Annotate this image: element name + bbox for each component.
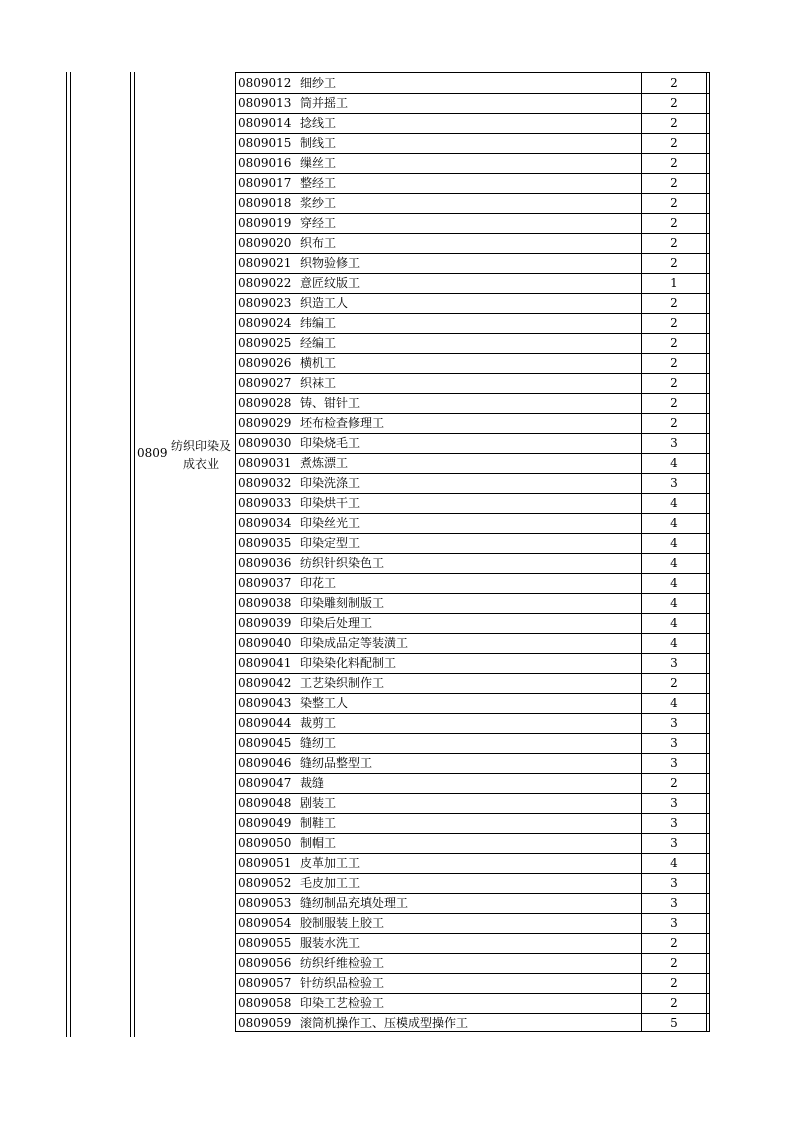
occupation-name: 印染染化料配制工 <box>300 656 397 670</box>
risk-level: 1 <box>670 276 678 290</box>
occupation-name: 皮革加工工 <box>300 856 361 870</box>
occupation-name: 印染后处理工 <box>300 616 373 630</box>
category-cell <box>135 437 235 477</box>
occupation-code: 0809014 <box>238 116 292 130</box>
risk-level: 3 <box>670 716 678 730</box>
occupation-code: 0809013 <box>238 96 292 110</box>
occupation-name: 印染烧毛工 <box>300 436 361 450</box>
occupation-name: 纺织针织染色工 <box>300 556 385 570</box>
occupation-code: 0809054 <box>238 916 292 930</box>
table-row <box>235 314 710 334</box>
risk-level: 2 <box>670 256 678 270</box>
occupation-code: 0809024 <box>238 316 292 330</box>
occupation-code: 0809040 <box>238 636 292 650</box>
table-row <box>235 934 710 954</box>
occupation-name: 印花工 <box>300 576 337 590</box>
occupation-name: 印染洗涤工 <box>300 476 361 490</box>
risk-level: 2 <box>670 956 678 970</box>
risk-level: 2 <box>670 416 678 430</box>
occupation-code: 0809045 <box>238 736 292 750</box>
risk-level: 2 <box>670 396 678 410</box>
risk-level: 2 <box>670 356 678 370</box>
risk-level: 3 <box>670 796 678 810</box>
occupation-name: 印染烘干工 <box>300 496 361 510</box>
occupation-name: 工艺染织制作工 <box>300 676 385 690</box>
occupation-code: 0809015 <box>238 136 292 150</box>
occupation-name: 毛皮加工工 <box>300 876 361 890</box>
risk-level: 4 <box>670 696 678 710</box>
occupation-name: 浆纱工 <box>300 196 337 210</box>
table-row <box>235 914 710 934</box>
table-row <box>235 974 710 994</box>
risk-level: 2 <box>670 676 678 690</box>
occupation-code: 0809056 <box>238 956 292 970</box>
risk-level: 2 <box>670 96 678 110</box>
table-row <box>235 694 710 714</box>
risk-level: 5 <box>670 1016 678 1030</box>
occupation-code: 0809038 <box>238 596 292 610</box>
table-row <box>235 174 710 194</box>
occupation-code: 0809031 <box>238 456 292 470</box>
table-row <box>235 334 710 354</box>
occupation-name: 缝纫品整型工 <box>300 756 373 770</box>
table-row <box>235 394 710 414</box>
occupation-code: 0809018 <box>238 196 292 210</box>
occupation-name: 坯布检查修理工 <box>300 416 385 430</box>
table-row <box>235 534 710 554</box>
risk-level: 3 <box>670 836 678 850</box>
occupation-code: 0809037 <box>238 576 292 590</box>
occupation-code: 0809057 <box>238 976 292 990</box>
occupation-name: 印染工艺检验工 <box>300 996 385 1010</box>
risk-level: 2 <box>670 376 678 390</box>
risk-level: 2 <box>670 976 678 990</box>
occupation-name: 织造工人 <box>300 296 349 310</box>
table-row <box>235 434 710 454</box>
occupation-name: 缝纫制品充填处理工 <box>300 896 409 910</box>
occupation-code: 0809049 <box>238 816 292 830</box>
table-row <box>235 294 710 314</box>
inner-border-double-line <box>130 72 135 1037</box>
occupation-name: 捻线工 <box>300 116 337 130</box>
table-row <box>235 214 710 234</box>
risk-level: 2 <box>670 216 678 230</box>
occupation-code: 0809022 <box>238 276 292 290</box>
occupation-code: 0809033 <box>238 496 292 510</box>
risk-level: 2 <box>670 156 678 170</box>
table-row <box>235 554 710 574</box>
table-row <box>235 754 710 774</box>
occupation-name: 胶制服装上胶工 <box>300 916 385 930</box>
occupation-code: 0809028 <box>238 396 292 410</box>
risk-level: 4 <box>670 536 678 550</box>
table-row <box>235 454 710 474</box>
occupation-name: 意匠纹版工 <box>300 276 361 290</box>
occupation-code: 0809012 <box>238 76 292 90</box>
occupation-name: 裁缝 <box>300 776 325 790</box>
occupation-name: 织布工 <box>300 236 337 250</box>
occupation-name: 穿经工 <box>300 216 337 230</box>
occupation-name: 印染定型工 <box>300 536 361 550</box>
risk-level: 2 <box>670 76 678 90</box>
table-row <box>235 514 710 534</box>
occupation-code: 0809051 <box>238 856 292 870</box>
occupation-code: 0809027 <box>238 376 292 390</box>
table-row <box>235 254 710 274</box>
occupation-name: 制线工 <box>300 136 337 150</box>
risk-level: 4 <box>670 516 678 530</box>
table-row <box>235 474 710 494</box>
table-row <box>235 714 710 734</box>
occupation-name: 制帽工 <box>300 836 337 850</box>
occupation-code: 0809044 <box>238 716 292 730</box>
table-row <box>235 594 710 614</box>
risk-level: 2 <box>670 336 678 350</box>
occupation-code: 0809020 <box>238 236 292 250</box>
occupation-name: 制鞋工 <box>300 816 337 830</box>
risk-level: 3 <box>670 436 678 450</box>
occupation-name: 纺织纤维检验工 <box>300 956 385 970</box>
occupation-code: 0809047 <box>238 776 292 790</box>
risk-level: 3 <box>670 736 678 750</box>
occupation-code: 0809016 <box>238 156 292 170</box>
occupation-code: 0809026 <box>238 356 292 370</box>
table-row <box>235 374 710 394</box>
occupation-code: 0809017 <box>238 176 292 190</box>
occupation-code: 0809034 <box>238 516 292 530</box>
occupation-code: 0809053 <box>238 896 292 910</box>
table-row <box>235 654 710 674</box>
risk-level: 3 <box>670 756 678 770</box>
occupation-code: 0809021 <box>238 256 292 270</box>
table-row <box>235 154 710 174</box>
occupation-name: 横机工 <box>300 356 337 370</box>
table-row <box>235 574 710 594</box>
risk-level: 2 <box>670 776 678 790</box>
occupation-name: 铸、钳针工 <box>300 396 361 410</box>
occupation-name: 整经工 <box>300 176 337 190</box>
occupation-code: 0809039 <box>238 616 292 630</box>
risk-level: 2 <box>670 296 678 310</box>
risk-level: 4 <box>670 616 678 630</box>
occupation-name: 印染雕刻制版工 <box>300 596 385 610</box>
occupation-code: 0809046 <box>238 756 292 770</box>
table-row <box>235 414 710 434</box>
table-row <box>235 194 710 214</box>
risk-level: 3 <box>670 876 678 890</box>
table-row <box>235 674 710 694</box>
table-body <box>235 74 710 1034</box>
occupation-code: 0809041 <box>238 656 292 670</box>
occupation-name: 细纱工 <box>300 76 337 90</box>
occupation-name: 印染丝光工 <box>300 516 361 530</box>
occupation-code: 0809035 <box>238 536 292 550</box>
table-row <box>235 494 710 514</box>
occupation-code: 0809055 <box>238 936 292 950</box>
risk-level: 2 <box>670 116 678 130</box>
table-row <box>235 734 710 754</box>
risk-level: 4 <box>670 556 678 570</box>
risk-level: 2 <box>670 196 678 210</box>
risk-level: 2 <box>670 996 678 1010</box>
risk-level: 3 <box>670 896 678 910</box>
table-row <box>235 614 710 634</box>
risk-level: 3 <box>670 916 678 930</box>
occupation-name: 织袜工 <box>300 376 337 390</box>
category-code: 0809 <box>137 446 168 460</box>
risk-level: 2 <box>670 176 678 190</box>
table-row <box>235 774 710 794</box>
risk-level: 4 <box>670 856 678 870</box>
occupation-name: 裁剪工 <box>300 716 337 730</box>
risk-level: 3 <box>670 656 678 670</box>
occupation-code: 0809025 <box>238 336 292 350</box>
risk-level: 2 <box>670 936 678 950</box>
table-row <box>235 814 710 834</box>
category-name: 纺织印染及成衣业 <box>170 439 231 471</box>
table-row <box>235 234 710 254</box>
table-row <box>235 874 710 894</box>
table-row <box>235 274 710 294</box>
table-row <box>235 74 710 94</box>
occupation-name: 筒并摇工 <box>300 96 349 110</box>
table-row <box>235 834 710 854</box>
occupation-name: 服装水洗工 <box>300 936 361 950</box>
table-row <box>235 634 710 654</box>
table-row <box>235 794 710 814</box>
risk-level: 2 <box>670 316 678 330</box>
table-row <box>235 994 710 1014</box>
occupation-name: 缫丝工 <box>300 156 337 170</box>
occupation-code: 0809023 <box>238 296 292 310</box>
occupation-name: 印染成品定等装潢工 <box>300 636 409 650</box>
occupation-name: 染整工人 <box>300 696 349 710</box>
occupation-name: 煮炼漂工 <box>300 456 349 470</box>
occupation-code: 0809059 <box>238 1016 292 1030</box>
risk-level: 4 <box>670 596 678 610</box>
occupation-name: 剧装工 <box>300 796 337 810</box>
table-row <box>235 894 710 914</box>
risk-level: 4 <box>670 636 678 650</box>
risk-level: 2 <box>670 236 678 250</box>
risk-level: 4 <box>670 576 678 590</box>
occupation-name: 缝纫工 <box>300 736 337 750</box>
occupation-code: 0809052 <box>238 876 292 890</box>
occupation-code: 0809019 <box>238 216 292 230</box>
table-row <box>235 354 710 374</box>
table-row <box>235 94 710 114</box>
occupation-code: 0809029 <box>238 416 292 430</box>
risk-level: 4 <box>670 456 678 470</box>
left-border-double-line <box>66 72 71 1037</box>
occupation-code: 0809032 <box>238 476 292 490</box>
occupation-name: 针纺织品检验工 <box>300 976 385 990</box>
occupation-name: 纬编工 <box>300 316 337 330</box>
risk-level: 4 <box>670 496 678 510</box>
table-row <box>235 854 710 874</box>
occupation-code: 0809036 <box>238 556 292 570</box>
occupation-name: 织物验修工 <box>300 256 361 270</box>
risk-level: 3 <box>670 476 678 490</box>
occupation-code: 0809042 <box>238 676 292 690</box>
occupation-code: 0809048 <box>238 796 292 810</box>
occupation-code: 0809050 <box>238 836 292 850</box>
table-row <box>235 114 710 134</box>
occupation-code: 0809030 <box>238 436 292 450</box>
table-row <box>235 1014 710 1034</box>
table-row <box>235 954 710 974</box>
risk-level: 3 <box>670 816 678 830</box>
risk-level: 2 <box>670 136 678 150</box>
occupation-name: 经编工 <box>300 336 337 350</box>
occupation-code: 0809058 <box>238 996 292 1010</box>
occupation-name: 滚筒机操作工、压模成型操作工 <box>300 1016 469 1030</box>
table-row <box>235 134 710 154</box>
occupation-code: 0809043 <box>238 696 292 710</box>
